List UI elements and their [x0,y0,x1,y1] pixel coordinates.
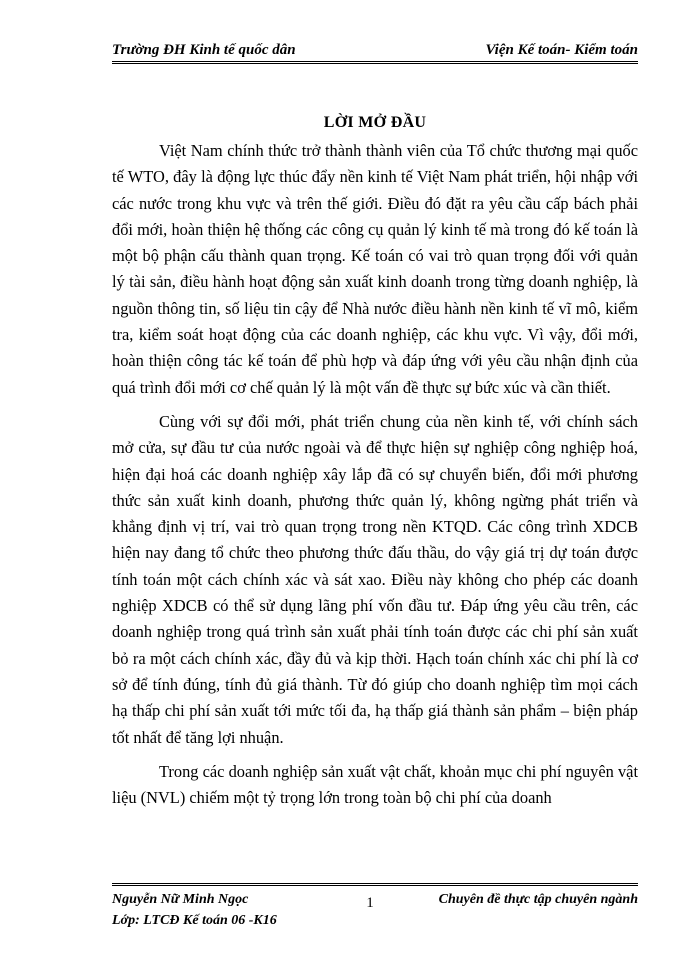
paragraph: Trong các doanh nghiệp sản xuất vật chất, khoản mục chi phí nguyên vật liệu (NVL) chiếm một tỷ trọng lớn trong toàn bộ chi phí của doanh [112,761,638,808]
footer-class: Lớp: LTCĐ Kế toán 06 -K16 [112,913,277,928]
header-institute: Viện Kế toán- Kiểm toán [485,42,638,58]
page-title: LỜI MỞ ĐẦU [323,114,427,131]
footer-report-type: Chuyên đề thực tập chuyên ngành [438,892,638,907]
document-body [112,138,638,819]
paragraph: Việt Nam chính thức trở thành thành viên của Tổ chức thương mại quốc tế WTO, đây là động lực thúc đẩy nền kinh tế Việt Nam phát triển, hội nhập với các nước trong khu vực và trên thế giới. Điều đó đặt ra yêu cầu cấp bách phải đổi mới, hoàn thiện hệ thống các công cụ quản lý kinh tế mà trong đó kế toán là một bộ phận cấu thành quan trọng. Kế toán có vai trò quan trọng đối với quản lý tài sản, điều hành hoạt động sản xuất kinh doanh trong từng doanh nghiệp, là nguồn thông tin, số liệu tin cậy để Nhà nước điều hành nền kinh tế vĩ mô, kiểm tra, kiểm soát hoạt động của các doanh nghiệp, các khu vực. Vì vậy, đổi mới, hoàn thiện công tác kế toán để phù hợp và đáp ứng với yêu cầu nhận định của quá trình đổi mới cơ chế quản lý là một vấn đề thực sự bức xúc và cần thiết. [112,141,638,397]
footer-author-block [112,889,342,931]
paragraph: Cùng với sự đổi mới, phát triển chung của nền kinh tế, với chính sách mở cửa, sự đầu tư của nước ngoài và để thực hiện sự nghiệp công nghiệp hoá, hiện đại hoá các doanh nghiệp xây lắp đã có sự chuyển biến, đổi mới phương thức sản xuất kinh doanh, phương thức quản lý, không ngừng phát triển và khẳng định vị trí, vai trò quan trọng trong nền KTQD. Các công trình XDCB hiện nay đang tổ chức theo phương thức đấu thầu, do vậy giá trị dự toán được tính toán một cách chính xác và sát xao. Điều này không cho phép các doanh nghiệp XDCB có thể sử dụng lãng phí vốn đầu tư. Đáp ứng yêu cầu trên, các doanh nghiệp trong quá trình sản xuất phải tính toán được các chi phí sản xuất bỏ ra một cách chính xác, đầy đủ và kịp thời. Hạch toán chính xác chi phí là cơ sở để tính đúng, tính đủ giá thành. Từ đó giúp cho doanh nghiệp tìm mọi cách hạ thấp chi phí sản xuất tới mức tối đa, hạ thấp giá thành sản phẩm – biện pháp tốt nhất để tăng lợi nhuận. [112,411,638,747]
page-header [112,40,638,64]
page-number: 1 [366,895,374,911]
header-school: Trường ĐH Kinh tế quốc dân [112,42,296,58]
page-footer [112,883,638,931]
footer-author: Nguyễn Nữ Minh Ngọc [112,892,249,907]
